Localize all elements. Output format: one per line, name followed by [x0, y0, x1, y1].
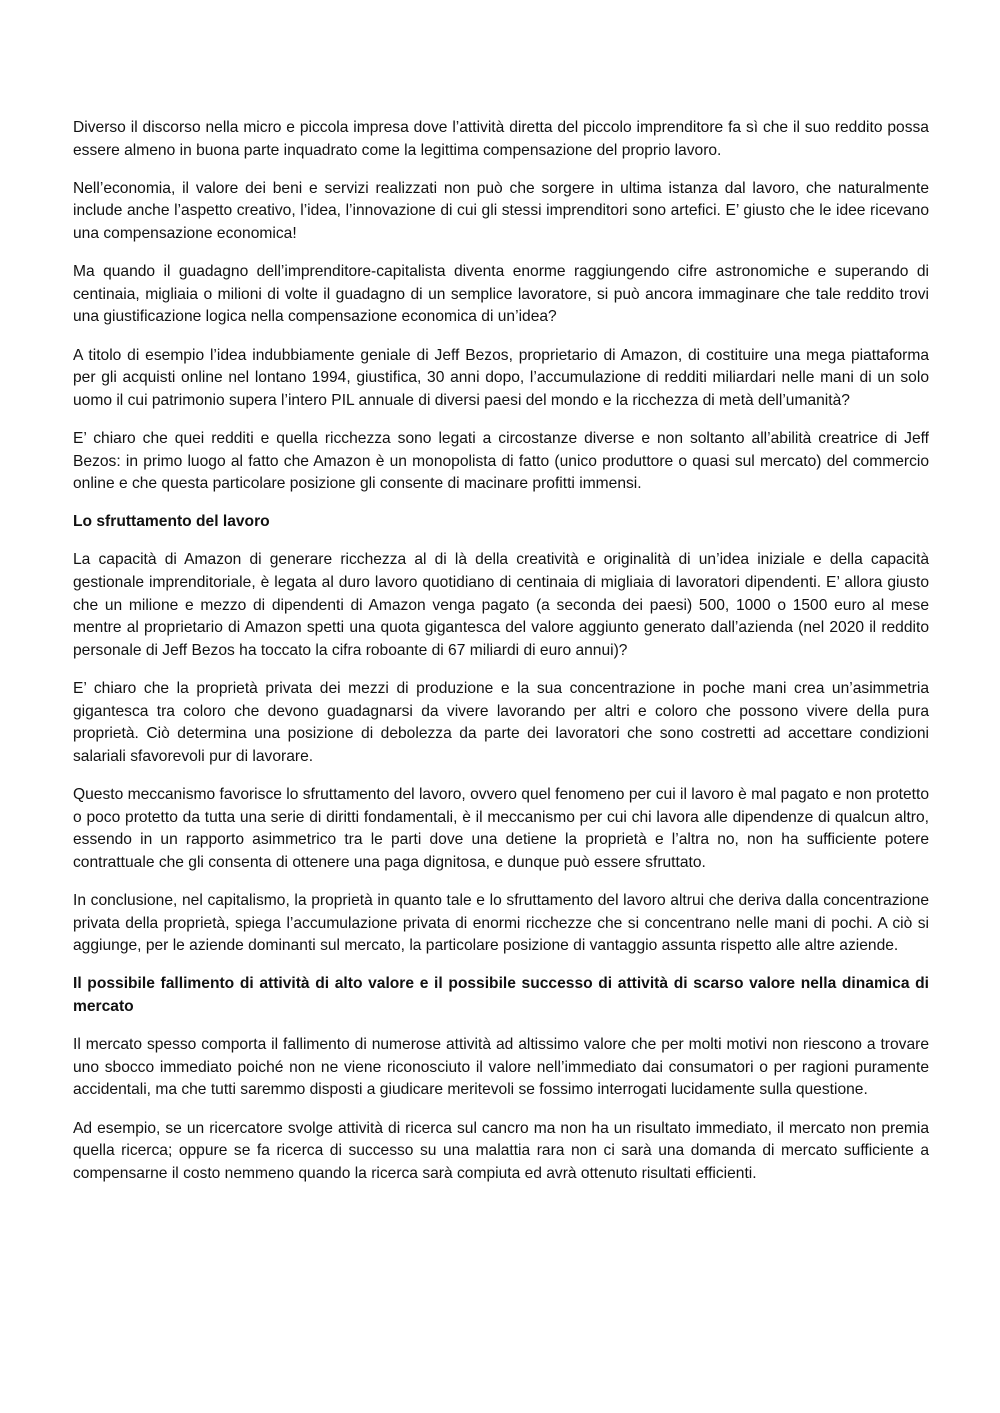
paragraph: A titolo di esempio l’idea indubbiamente geniale di Jeff Bezos, proprietario di Amazon, di costituire una mega piattaforma per gli acquisti online nel lontano 1994, giustifica, 30 anni dopo, l’accumulazione di redditi miliardari nelle mani di un solo uomo il cui patrimonio supera l’intero PIL annuale di diversi paesi del mondo e la ricchezza di metà dell’umanità? [73, 346, 929, 409]
paragraph: In conclusione, nel capitalismo, la proprietà in quanto tale e lo sfruttamento del lavoro altrui che deriva dalla concentrazione privata della proprietà, spiega l’accumulazione privata di enormi ricchezze che si concentrano nelle mani di pochi. A ciò si aggiunge, per le aziende dominanti sul mercato, la particolare posizione di vantaggio assunta rispetto alle altre aziende. [73, 891, 929, 955]
paragraph: Nell’economia, il valore dei beni e servizi realizzati non può che sorgere in ultima istanza dal lavoro, che naturalmente include anche l’aspetto creativo, l’idea, l’innovazione di cui gli stessi imprenditori sono artefici. E’ giusto che le idee ricevano una compensazione economica! [73, 179, 929, 242]
section-heading: Il possibile fallimento di attività di alto valore e il possibile successo di attività di scarso valore nella dinamica di mercato [73, 975, 929, 1015]
paragraph: Diverso il discorso nella micro e piccola impresa dove l’attività diretta del piccolo imprenditore fa sì che il suo reddito possa essere almeno in buona parte inquadrato come la legittima compensazione del proprio lavoro. [73, 119, 929, 159]
paragraph: Questo meccanismo favorisce lo sfruttamento del lavoro, ovvero quel fenomeno per cui il lavoro è mal pagato e non protetto o poco protetto da tutta una serie di diritti fondamentali, è il meccanismo per cui chi lavora alle dipendenze di qualcun altro, essendo in un rapporto asimmetrico tra le parti dove una detiene la proprietà e l’altra no, non ha sufficiente potere contrattuale che gli consenta di ottenere una paga dignitosa, e dunque può essere sfruttato. [73, 786, 929, 871]
paragraph: E’ chiaro che quei redditi e quella ricchezza sono legati a circostanze diverse e non soltanto all’abilità creatrice di Jeff Bezos: in primo luogo al fatto che Amazon è un monopolista di fatto (unico produttore o quasi sul mercato) del commercio online e che questa particolare posizione gli consente di macinare profitti immensi. [73, 429, 929, 493]
paragraph: Ad esempio, se un ricercatore svolge attività di ricerca sul cancro ma non ha un risultato immediato, il mercato non premia quella ricerca; oppure se fa ricerca di successo su una malattia rara non ci sarà una domanda di mercato sufficiente a compensarne il costo nemmeno quando la ricerca sarà compiuta ed avrà ottenuto risultati efficienti. [73, 1119, 929, 1182]
paragraph: Il mercato spesso comporta il fallimento di numerose attività ad altissimo valore che per molti motivi non riescono a trovare uno sbocco immediato poiché non ne viene riconosciuto il valore nell’immediato dai consumatori o per ragioni puramente accidentali, ma che tutti saremmo disposti a giudicare meritevoli se fossimo interrogati lucidamente sulla questione. [73, 1036, 929, 1099]
paragraph: E’ chiaro che la proprietà privata dei mezzi di produzione e la sua concentrazione in poche mani crea un’asimmetria gigantesca tra coloro che devono guadagnarsi da vivere lavorando per altri e coloro che possono vivere della pura proprietà. Ciò determina una posizione di debolezza da parte dei lavoratori che sono costretti ad accettare condizioni salariali sfavorevoli pur di lavorare. [73, 680, 929, 765]
paragraph: Ma quando il guadagno dell’imprenditore-capitalista diventa enorme raggiungendo cifre astronomiche e superando di centinaia, migliaia o milioni di volte il guadagno di un semplice lavoratore, si può ancora immaginare che tale reddito trovi una giustificazione logica nella compensazione economica di un’idea? [73, 263, 929, 326]
paragraph: La capacità di Amazon di generare ricchezza al di là della creatività e originalità di un’idea iniziale e della capacità gestionale imprenditoriale, è legata al duro lavoro quotidiano di centinaia di migliaia di lavoratori dipendenti. E’ allora giusto che un milione e mezzo di dipendenti di Amazon venga pagato (a seconda dei paesi) 500, 1000 o 1500 euro al mese mentre al proprietario di Amazon spetti una quota gigantesca del valore aggiunto generato dall’azienda (nel 2020 il reddito personale di Jeff Bezos ha toccato la cifra roboante di 67 miliardi di euro annui)? [73, 551, 929, 659]
section-heading: Lo sfruttamento del lavoro [73, 513, 270, 531]
document-page [73, 117, 929, 1201]
